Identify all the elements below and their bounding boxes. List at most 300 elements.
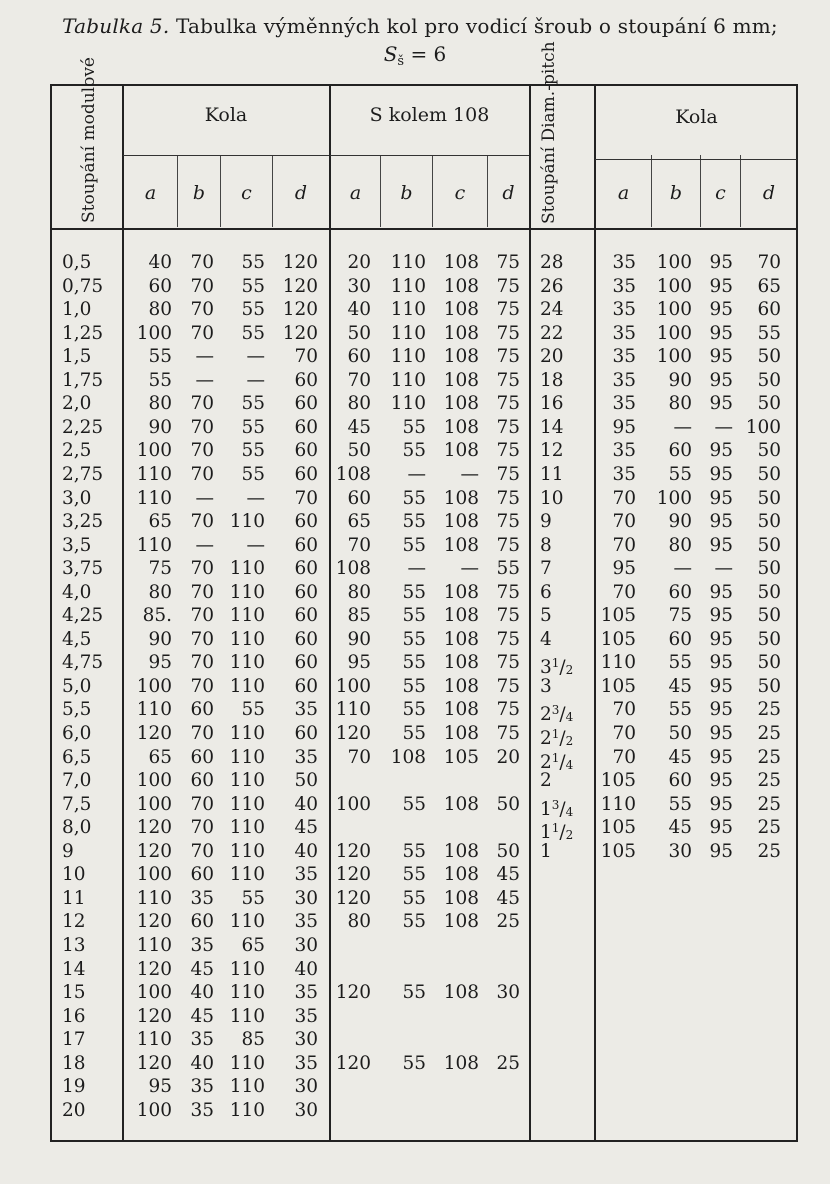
table-cell: 60 [668,770,692,792]
table-cell: $2^1/4$ [540,750,574,773]
table-cell: 70 [347,369,371,391]
table-cell: 100 [136,864,172,886]
table-cell: 60 [190,746,214,768]
header-stoupani-diam-pitch [539,41,585,224]
table-cell: 110 [229,1076,265,1098]
table-cell: 55 [402,982,426,1004]
table-cell: 60 [294,440,318,462]
table-cell: 95 [709,605,733,627]
table-cell: 25 [757,746,781,768]
table-cell: 55 [148,369,172,391]
table-cell: 60 [190,911,214,933]
table-cell: 120 [136,911,172,933]
table-cell: 3,25 [62,511,104,533]
table-cell: 75 [496,487,520,509]
table-cell: 50 [496,840,520,862]
table-cell: — [246,534,265,556]
table-cell: 75 [496,652,520,674]
table-cell: 110 [390,346,426,368]
table-cell: 65 [757,275,781,297]
table-cell: 100 [335,675,371,697]
formula-subscript: š [397,54,405,69]
table-cell: 17 [62,1029,86,1051]
table-cell: — [195,369,214,391]
table-cell: 60 [294,393,318,415]
table-cell: 75 [496,534,520,556]
table-cell: 50 [496,793,520,815]
table-cell: 75 [496,393,520,415]
table-cell: 11 [540,463,564,485]
table-cell: 108 [443,416,479,438]
table-cell: 105 [600,840,636,862]
table-cell: 100 [656,346,692,368]
table-cell: 110 [229,1005,265,1027]
rule-group2 [330,155,529,156]
table-cell: 55 [402,534,426,556]
table-cell: 108 [443,652,479,674]
table-cell: 60 [294,581,318,603]
table-cell: — [246,369,265,391]
table-cell: 108 [443,581,479,603]
table-cell: 120 [282,275,318,297]
table-cell: 35 [294,1005,318,1027]
table-cell: 55 [496,558,520,580]
header-stoupani-modulove [79,57,121,223]
table-cell: 25 [496,911,520,933]
table-cell: 40 [347,299,371,321]
table-cell: 18 [540,369,564,391]
table-cell: 100 [656,299,692,321]
table-cell: 50 [757,511,781,533]
table-cell: 75 [496,675,520,697]
table-cell: 75 [496,346,520,368]
table-cell: 25 [757,840,781,862]
table-cell: 35 [612,275,636,297]
table-cell: 90 [668,511,692,533]
header-letter-6: b [400,182,413,204]
table-cell: 45 [668,675,692,697]
table-cell: 45 [496,887,520,909]
table-cell: 85 [347,605,371,627]
table-cell: 95 [709,275,733,297]
table-cell: 10 [62,864,86,886]
table-cell: 70 [612,723,636,744]
table-cell: 110 [136,463,172,485]
table-cell: 100 [656,322,692,344]
table-cell: 55 [402,793,426,815]
table-cell: 95 [148,652,172,674]
table-cell: 110 [229,770,265,792]
table-cell: 70 [190,275,214,297]
table-cell: 5,5 [62,699,92,721]
table-cell: 108 [443,982,479,1004]
table-cell: 55 [402,840,426,862]
table-cell: 110 [229,511,265,533]
table-cell: 108 [443,346,479,368]
table-cell: 50 [294,770,318,792]
table-cell: 55 [241,416,265,438]
table-cell: 70 [190,440,214,462]
table-cell: 95 [709,322,733,344]
table-cell: 80 [148,299,172,321]
table-cell: 70 [190,299,214,321]
table-cell: 70 [190,675,214,697]
table-cell: 70 [190,511,214,533]
table-cell: 108 [443,675,479,697]
table-cell: 70 [190,393,214,415]
table-cell: 108 [443,887,479,909]
table-cell: 70 [757,252,781,273]
table-cell: 9 [540,511,552,533]
table-cell: 6,5 [62,746,92,768]
table-cell: 100 [656,487,692,509]
table-cell: 26 [540,275,564,297]
table-cell: 55 [402,440,426,462]
caption-lead: Tabulka 5. [62,14,170,38]
table-cell: 9 [62,840,74,862]
table-cell: 35 [294,911,318,933]
table-cell: 75 [496,440,520,462]
table-cell: 110 [600,652,636,674]
table-cell: 95 [709,817,733,839]
table-cell: 80 [347,911,371,933]
table-cell: 85 [241,1029,265,1051]
table-cell: 55 [241,393,265,415]
table-cell: 60 [190,864,214,886]
table-cell: 20 [62,1099,86,1121]
table-cell: 95 [709,534,733,556]
table-cell: 50 [668,723,692,744]
table-cell: 70 [612,581,636,603]
table-cell: 108 [390,746,426,768]
table-cell: 70 [190,817,214,839]
table-cell: 120 [335,887,371,909]
table-cell: 2,0 [62,393,92,415]
table-cell: 108 [443,511,479,533]
table-cell: 55 [402,911,426,933]
table-cell: 20 [540,346,564,368]
formula-value: = 6 [410,42,447,66]
table-cell: 20 [347,252,371,273]
table-cell: 55 [402,1052,426,1074]
table-cell: 35 [612,440,636,462]
table-cell: 110 [229,746,265,768]
table-cell: 55 [668,793,692,815]
table-cell: 110 [136,487,172,509]
table-cell: 75 [496,322,520,344]
table-cell: 70 [190,652,214,674]
table-cell: 35 [294,1052,318,1074]
table-cell: 95 [709,581,733,603]
table-cell: 4,25 [62,605,104,627]
table-cell: 110 [136,534,172,556]
table-cell: 75 [668,605,692,627]
table-cell: 50 [757,393,781,415]
table-cell: 70 [612,746,636,768]
table-cell: $1^3/4$ [540,797,574,820]
table-cell: 2,25 [62,416,104,438]
table-cell: 108 [443,275,479,297]
table-cell: 50 [757,440,781,462]
table-cell: 15 [62,982,86,1004]
table-cell: 5 [540,605,552,627]
table-cell: 1,75 [62,369,104,391]
table-cell: 95 [709,770,733,792]
table-cell: 110 [229,723,265,744]
table-cell: 35 [190,934,214,956]
table-cell: 35 [612,346,636,368]
table-cell: 120 [136,840,172,862]
table-cell: 95 [709,511,733,533]
table-cell: 50 [347,322,371,344]
table-cell: 50 [757,487,781,509]
table-cell: 90 [148,416,172,438]
table-cell: 105 [600,817,636,839]
table-cell: 55 [402,887,426,909]
table-cell: 100 [136,322,172,344]
table-cell: 90 [148,628,172,650]
table-cell: 60 [294,511,318,533]
table-cell: 110 [229,605,265,627]
table-cell: 105 [443,746,479,768]
table-cell: 110 [229,581,265,603]
table-cell: 40 [190,1052,214,1074]
table-cell: $1^1/2$ [540,821,574,844]
table-cell: 65 [241,934,265,956]
table-cell: 108 [443,628,479,650]
header-letter-3: c [241,182,252,204]
table-cell: 80 [668,393,692,415]
table-cell: 35 [612,463,636,485]
table-cell: — [714,416,733,438]
table-cell: 28 [540,252,564,273]
table-cell: 60 [294,605,318,627]
table-cell: 30 [496,982,520,1004]
table-cell: 75 [496,723,520,744]
table-cell: 1,5 [62,346,92,368]
table-cell: 55 [402,652,426,674]
table-cell: — [407,463,426,485]
table-cell: 45 [190,1005,214,1027]
table-cell: 110 [390,252,426,273]
table-cell: 75 [496,511,520,533]
table-cell: 50 [757,652,781,674]
table-cell: 110 [136,699,172,721]
header-letter-1: a [144,182,157,204]
table-cell: 70 [190,628,214,650]
table-cell: 2,75 [62,463,104,485]
table-cell: 108 [443,793,479,815]
table-cell: 70 [190,605,214,627]
table-cell: 60 [668,581,692,603]
table-cell: — [195,346,214,368]
table-cell: 45 [668,817,692,839]
table-cell: 55 [668,652,692,674]
table-cell: 100 [136,440,172,462]
table-cell: 105 [600,605,636,627]
formula-symbol: S [383,42,398,66]
table-cell: 30 [294,887,318,909]
table-cell: 75 [496,605,520,627]
table-cell: 20 [496,746,520,768]
table-cell: 120 [282,252,318,273]
table-cell: 5,0 [62,675,92,697]
table-cell: 70 [190,581,214,603]
table-cell: — [460,558,479,580]
table-cell: 110 [229,911,265,933]
table-cell: 70 [190,252,214,273]
table-cell: 70 [294,346,318,368]
table-cell: 120 [282,322,318,344]
table-cell: 108 [443,440,479,462]
table-cell: 16 [62,1005,86,1027]
table-cell: 110 [335,699,371,721]
table-cell: 110 [229,864,265,886]
table-cell: 30 [294,1029,318,1051]
table-cell: 120 [335,864,371,886]
table-cell: 95 [709,793,733,815]
table-cell: 60 [294,369,318,391]
table-cell: 40 [190,982,214,1004]
table-cell: 90 [668,369,692,391]
table-cell: 30 [294,1076,318,1098]
table-cell: 24 [540,299,564,321]
header-kola-2: Kola [675,106,718,128]
table-cell: 70 [190,322,214,344]
table-caption [40,14,800,38]
table-cell: 55 [757,322,781,344]
table-cell: 110 [390,322,426,344]
table-cell: 95 [709,723,733,744]
table-cell: 80 [148,581,172,603]
table-cell: 120 [136,1052,172,1074]
rule-group3 [595,159,797,160]
table-cell: 40 [294,793,318,815]
table-cell: 75 [496,463,520,485]
table-cell: 80 [148,393,172,415]
table-cell: 50 [757,628,781,650]
table-cell: 50 [757,463,781,485]
table-cell: 75 [496,699,520,721]
table-cell: 55 [402,628,426,650]
table-cell: 120 [335,1052,371,1074]
table-cell: 75 [496,299,520,321]
table-cell: 65 [148,746,172,768]
caption-text: Tabulka výměnných kol pro vodicí šroub o stoupání 6 mm; [175,14,778,38]
table-cell: 1,0 [62,299,92,321]
table-cell: 70 [294,487,318,509]
table-cell: 12 [540,440,564,462]
table-cell: 60 [668,440,692,462]
table-cell: 50 [757,346,781,368]
table-cell: 16 [540,393,564,415]
table-cell: 50 [757,534,781,556]
table-cell: 25 [757,817,781,839]
table-cell: 95 [709,252,733,273]
table-cell: 55 [402,487,426,509]
table-cell: 22 [540,322,564,344]
table-cell: 95 [709,840,733,862]
table-cell: 40 [148,252,172,273]
table-cell: 85. [142,605,172,627]
table-cell: 35 [294,982,318,1004]
table-cell: 55 [402,723,426,744]
table-cell: 110 [229,958,265,980]
table-cell: 95 [709,369,733,391]
table-cell: 4,75 [62,652,104,674]
table-cell: 45 [496,864,520,886]
table-cell: 108 [443,322,479,344]
header-letter-7: c [454,182,466,204]
header-letter-4: d [294,182,308,204]
table-cell: 110 [136,934,172,956]
table-cell: 95 [347,652,371,674]
table-cell: 95 [709,440,733,462]
table-cell: 60 [294,675,318,697]
rule-after-s108 [529,84,531,1142]
table-cell: 70 [612,487,636,509]
table-cell: 0,75 [62,275,104,297]
table-cell: — [673,558,692,580]
table-cell: 35 [612,393,636,415]
table-cell: 120 [136,1005,172,1027]
table-cell: 100 [656,252,692,273]
table-cell: 7 [540,558,552,580]
table-cell: 95 [709,487,733,509]
table-cell: 108 [443,864,479,886]
table-cell: 75 [148,558,172,580]
table-cell: 10 [540,487,564,509]
table-cell: 3,75 [62,558,104,580]
table-cell: 100 [136,982,172,1004]
table-cell: 108 [443,369,479,391]
table-cell: 70 [190,416,214,438]
table-cell: 55 [241,275,265,297]
header-letter-11: c [715,182,726,204]
table-cell: 55 [668,699,692,721]
table-cell: 8,0 [62,817,92,839]
table-cell: 55 [402,864,426,886]
table-cell: 70 [190,793,214,815]
table-cell: 60 [294,534,318,556]
table-cell: 55 [402,416,426,438]
table-cell: 108 [443,299,479,321]
table-cell: 110 [229,652,265,674]
table-cell: 50 [347,440,371,462]
table-cell: 108 [443,911,479,933]
table-cell: $2^1/2$ [540,727,574,749]
table-cell: 108 [443,487,479,509]
table-cell: $2^3/4$ [540,703,574,726]
table-cell: 40 [294,840,318,862]
table-cell: 110 [229,628,265,650]
table-cell: 105 [600,628,636,650]
table-cell: — [460,463,479,485]
table-cell: 75 [496,628,520,650]
table-cell: — [407,558,426,580]
table-cell: 25 [757,793,781,815]
rule-header-bottom [50,228,798,230]
table-cell: 120 [136,958,172,980]
table-cell: 60 [294,416,318,438]
table-cell: 4,5 [62,628,92,650]
table-cell: 110 [600,793,636,815]
table-cell: 108 [443,605,479,627]
table-cell: 60 [294,723,318,744]
table-cell: 35 [294,746,318,768]
table-cell: 110 [390,299,426,321]
table-cell: 110 [229,817,265,839]
